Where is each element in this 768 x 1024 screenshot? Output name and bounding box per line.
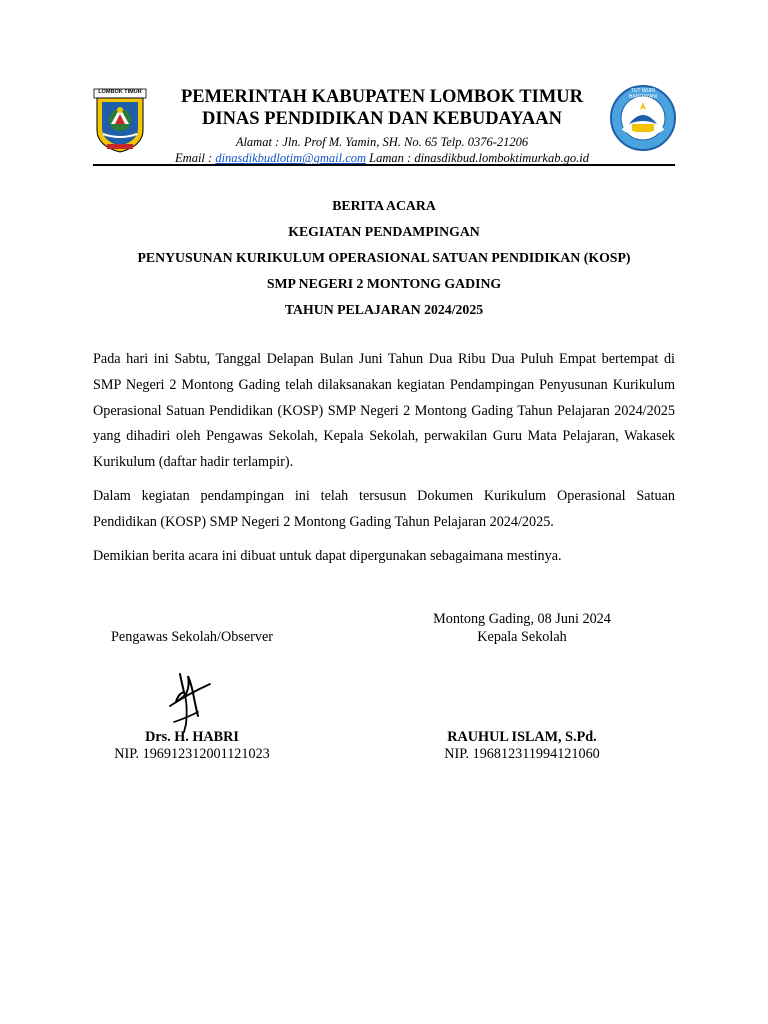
principal-name: RAUHUL ISLAM, S.Pd. (447, 729, 597, 745)
title-berita-acara: BERITA ACARA (332, 198, 436, 213)
letterhead-divider (93, 164, 675, 166)
place-date: Montong Gading, 08 Juni 2024 (433, 611, 611, 627)
title-subject: PENYUSUNAN KURIKULUM OPERASIONAL SATUAN PENDIDIKAN (KOSP) (137, 250, 631, 265)
body-paragraph-1: Pada hari ini Sabtu, Tanggal Delapan Bulan Juni Tahun Dua Ribu Dua Puluh Empat bertempat di SMP Negeri 2 Montong Gading telah dilaksanakan kegiatan Pendampingan Penyusunan Kurikulum Operasional Satuan Pendidikan (KOSP) SMP Negeri 2 Montong Gading Tahun Pelajaran 2024/2025 yang dihadiri oleh Pengawas Sekolah, Kepala Sekolah, perwakilan Guru Mata Pelajaran, Wakasek Kurikulum (daftar hadir terlampir). (93, 351, 675, 471)
emblem-motto: TUT WURI HANDAYANI (628, 88, 658, 100)
title-school: SMP NEGERI 2 MONTONG GADING (266, 276, 502, 291)
email-label: Email : (175, 151, 216, 165)
supervisor-nip: NIP. 196912312001121023 (114, 746, 270, 762)
supervisor-name: Drs. H. HABRI (145, 729, 239, 745)
lombok-timur-emblem-icon (93, 88, 147, 154)
email-link[interactable]: dinasdikbudlotim@gmail.com (215, 151, 367, 165)
government-name: PEMERINTAH KABUPATEN LOMBOK TIMUR (180, 87, 584, 107)
title-year: TAHUN PELAJARAN 2024/2025 (284, 302, 484, 317)
letterhead (150, 86, 614, 166)
handwritten-signature-icon (150, 664, 230, 734)
title-activity: KEGIATAN PENDAMPINGAN (288, 224, 480, 239)
document-title-block (93, 193, 675, 323)
document-body (93, 347, 675, 577)
principal-role: Kepala Sekolah (477, 629, 567, 645)
website-text: Laman : dinasdikbud.lomboktimurkab.go.id (366, 151, 589, 165)
body-paragraph-3: Demikian berita acara ini dibuat untuk dapat dipergunakan sebagaimana mestinya. (93, 547, 562, 564)
supervisor-role: Pengawas Sekolah/Observer (111, 629, 273, 645)
department-name: DINAS PENDIDIKAN DAN KEBUDAYAAN (202, 109, 562, 129)
body-paragraph-2: Dalam kegiatan pendampingan ini telah tersusun Dokumen Kurikulum Operasional Satuan Pendidikan (KOSP) SMP Negeri 2 Montong Gading Tahun Pelajaran 2024/2025. (93, 487, 675, 530)
office-address: Alamat : Jln. Prof M. Yamin, SH. No. 65 Telp. 0376-21206 (235, 135, 529, 149)
emblem-caption: LOMBOK TIMUR (98, 89, 142, 95)
principal-nip: NIP. 196812311994121060 (444, 746, 600, 762)
